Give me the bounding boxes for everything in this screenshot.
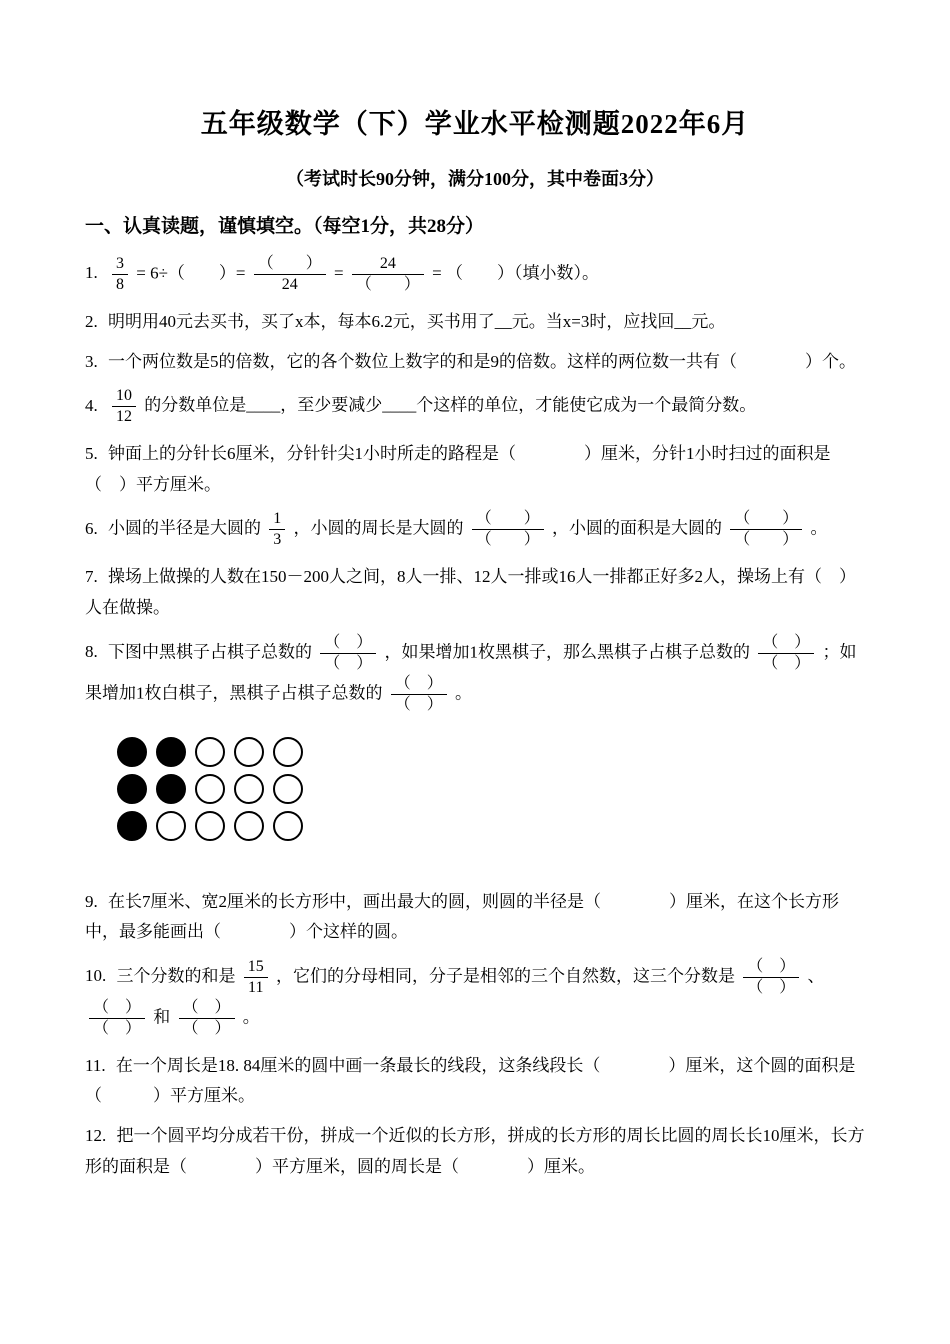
question-10-text-3: 、: [807, 966, 825, 986]
question-8-fraction-3: [391, 674, 447, 715]
question-8: [85, 633, 865, 715]
white-counter-icon: [234, 774, 264, 804]
fraction-numerator: （ ）: [743, 957, 799, 978]
question-1-text-tail: （ ）（填小数）。: [445, 263, 599, 283]
question-11-text: 在一个周长是18. 84厘米的圆中画一条最长的线段，这条线段长（ ）厘米，这个圆的面积是（ ）平方厘米。: [85, 1055, 856, 1106]
question-8-text-3: ；如果增加1枚白棋子，黑棋子占棋子总数的: [85, 641, 857, 702]
question-12: [85, 1121, 865, 1182]
fraction-numerator: （ ）: [89, 998, 145, 1019]
question-1-text-1: = 6÷（ ）=: [136, 263, 246, 283]
question-2-text: 明明用40元去买书，买了x本，每本6.2元，买书用了__元。当x=3时，应找回__元。: [108, 312, 726, 331]
question-10-fraction-1: [244, 957, 268, 998]
white-counter-icon: [195, 811, 225, 841]
white-counter-icon: [273, 811, 303, 841]
question-6-number: 6.: [85, 518, 98, 538]
fraction-numerator: （ ）: [179, 998, 235, 1019]
question-1: [85, 254, 865, 295]
white-counter-icon: [195, 774, 225, 804]
question-1-fraction-3: [352, 254, 424, 295]
question-10-text-5: 。: [242, 1007, 260, 1027]
question-10-number: 10.: [85, 966, 107, 986]
question-4: [85, 386, 865, 427]
question-8-fraction-2: [758, 633, 814, 674]
question-9: [85, 887, 865, 948]
fraction-numerator: 10: [112, 386, 136, 407]
question-3-text: 一个两位数是5的倍数，它的各个数位上数字的和是9的倍数。这样的两位数一共有（ ）个。: [108, 351, 856, 371]
question-10: [85, 957, 865, 1039]
question-8-fraction-1: [320, 633, 376, 674]
question-10-text-2: ，它们的分母相同，分子是相邻的三个自然数，这三个分数是: [276, 966, 735, 986]
white-counter-icon: [273, 774, 303, 804]
question-10-text-1: 三个分数的和是: [116, 966, 236, 986]
question-1-fraction-2: [254, 254, 326, 295]
black-counter-icon: [156, 737, 186, 767]
fraction-denominator: 3: [273, 531, 282, 549]
question-12-number: 12.: [85, 1125, 107, 1145]
question-5: [85, 439, 865, 500]
section-1-heading: 一、认真读题，谨慎填空。（每空1分，共28分）: [85, 216, 485, 237]
question-6-text-1: 小圆的半径是大圆的: [108, 518, 261, 538]
question-1-text-3: =: [432, 263, 442, 283]
fraction-numerator: （ ）: [391, 674, 447, 695]
black-counter-icon: [156, 774, 186, 804]
question-10-fraction-3: [89, 998, 145, 1039]
fraction-denominator: （ ）: [747, 978, 796, 996]
fraction-denominator: 12: [116, 408, 132, 426]
fraction-numerator: （ ）: [730, 509, 802, 530]
white-counter-icon: [156, 811, 186, 841]
question-1-number: 1.: [85, 263, 98, 283]
page-subtitle: （考试时长90分钟，满分100分，其中卷面3分）: [286, 169, 664, 189]
white-counter-icon: [195, 737, 225, 767]
question-7: [85, 562, 865, 623]
fraction-denominator: （ ）: [182, 1019, 231, 1037]
counters-row: [117, 737, 865, 767]
fraction-numerator: 1: [269, 509, 285, 530]
question-8-text-1: 下图中黑棋子占棋子总数的: [108, 641, 312, 661]
white-counter-icon: [273, 737, 303, 767]
fraction-numerator: （ ）: [472, 509, 544, 530]
white-counter-icon: [234, 811, 264, 841]
fraction-numerator: 24: [352, 254, 424, 275]
question-4-number: 4.: [85, 395, 98, 415]
question-10-text-4: 和: [153, 1007, 171, 1027]
fraction-numerator: （ ）: [254, 254, 326, 275]
question-8-number: 8.: [85, 641, 98, 661]
question-4-text: 的分数单位是____，至少要减少____个这样的单位，才能使它成为一个最简分数。: [144, 395, 757, 415]
question-1-fraction-1: [112, 254, 128, 295]
question-6-text-3: ，小圆的面积是大圆的: [552, 518, 723, 538]
question-2-number: 2.: [85, 312, 98, 331]
question-3-number: 3.: [85, 351, 98, 371]
counters-row: [117, 811, 865, 841]
fraction-numerator: （ ）: [320, 633, 376, 654]
black-counter-icon: [117, 811, 147, 841]
question-6-fraction-3: [730, 509, 802, 550]
white-counter-icon: [234, 737, 264, 767]
fraction-numerator: 15: [244, 957, 268, 978]
counters-grid: [117, 737, 865, 841]
fraction-denominator: （ ）: [324, 654, 373, 672]
question-6-text-2: ，小圆的周长是大圆的: [293, 518, 464, 538]
question-11: [85, 1051, 865, 1112]
counters-row: [117, 774, 865, 804]
question-2: [85, 307, 865, 338]
question-10-fraction-4: [179, 998, 235, 1039]
question-5-text: 钟面上的分针长6厘米，分针针尖1小时所走的路程是（ ）厘米，分针1小时扫过的面积是（ ）平方厘米。: [85, 444, 831, 494]
fraction-denominator: （ ）: [475, 531, 540, 549]
fraction-denominator: （ ）: [355, 276, 420, 293]
question-7-number: 7.: [85, 567, 98, 587]
fraction-denominator: （ ）: [394, 695, 443, 713]
fraction-denominator: 11: [248, 978, 264, 996]
question-6-text-4: 。: [810, 518, 828, 538]
question-12-text: 把一个圆平均分成若干份，拼成一个近似的长方形，拼成的长方形的周长比圆的周长长10厘米，长方形的面积是（ ）平方厘米，圆的周长是（ ）厘米。: [85, 1125, 865, 1176]
question-1-text-2: =: [334, 263, 344, 283]
fraction-denominator: （ ）: [762, 654, 811, 672]
fraction-numerator: （ ）: [758, 633, 814, 654]
fraction-denominator: 8: [116, 276, 124, 293]
question-3: [85, 347, 865, 378]
fraction-denominator: 24: [281, 276, 298, 293]
question-6-fraction-2: [472, 509, 544, 550]
fraction-numerator: 3: [112, 254, 128, 275]
question-10-fraction-2: [743, 957, 799, 998]
page-title: 五年级数学（下）学业水平检测题2022年6月: [200, 109, 750, 139]
question-6: [85, 509, 865, 550]
question-11-number: 11.: [85, 1055, 106, 1075]
question-6-fraction-1: [269, 509, 285, 550]
black-counter-icon: [117, 737, 147, 767]
question-5-number: 5.: [85, 444, 98, 464]
fraction-denominator: （ ）: [93, 1019, 142, 1037]
black-counter-icon: [117, 774, 147, 804]
question-9-text: 在长7厘米、宽2厘米的长方形中，画出最大的圆，则圆的半径是（ ）厘米，在这个长方形中，最多能画出（ ）个这样的圆。: [85, 891, 839, 942]
question-8-text-4: 。: [455, 682, 473, 702]
question-9-number: 9.: [85, 891, 98, 911]
question-7-text: 操场上做操的人数在150－200人之间，8人一排、12人一排或16人一排都正好多2人，操场上有（ ）人在做操。: [85, 567, 856, 617]
question-4-fraction-1: [112, 386, 136, 427]
fraction-denominator: （ ）: [734, 531, 799, 549]
question-8-text-2: ，如果增加1枚黑棋子，那么黑棋子占棋子总数的: [384, 641, 751, 661]
